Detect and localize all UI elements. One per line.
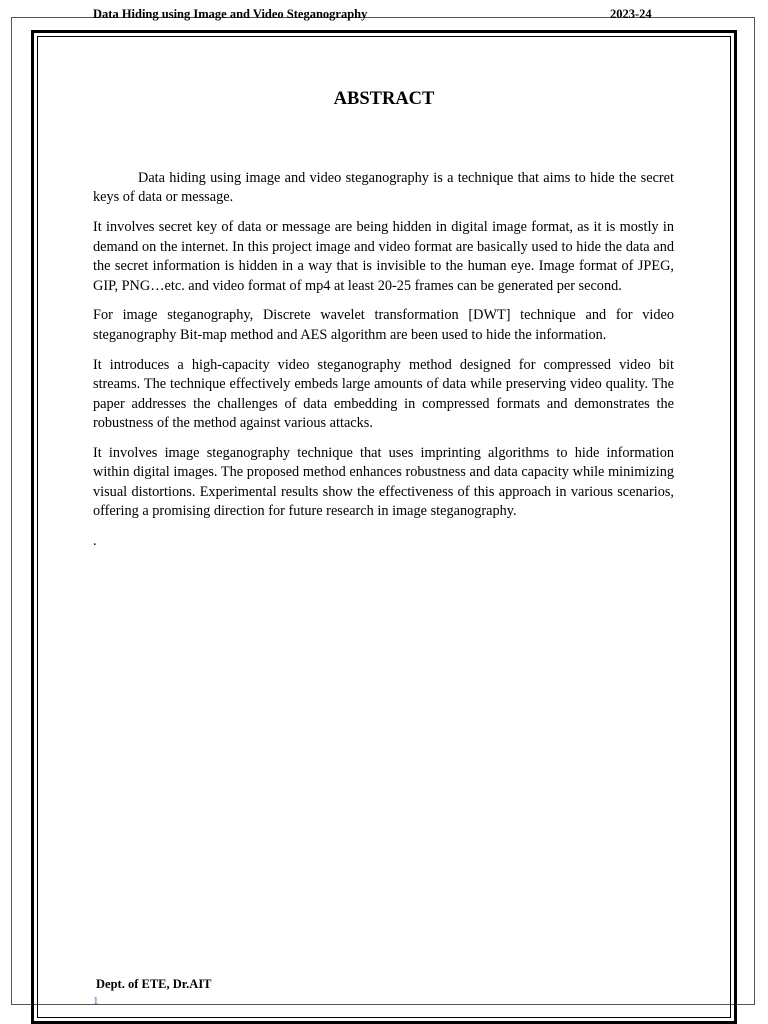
abstract-paragraph-3: For image steganography, Discrete wavelet transformation [DWT] technique and for video steganography Bit-map method and AES algorithm are been used to hide the information. <box>93 307 674 343</box>
running-header-year: 2023-24 <box>610 7 652 21</box>
abstract-body <box>93 169 674 551</box>
abstract-paragraph-1: Data hiding using image and video steganography is a technique that aims to hide the secret keys of data or message. <box>93 170 674 206</box>
abstract-paragraph-2: It involves secret key of data or message are being hidden in digital image format, as it is mostly in demand on the internet. In this project image and video format are basically used to hide the data and the secret information is hidden in a way that is invisible to the human eye. Image format of JPEG, GIP, PNG…etc. and video format of mp4 at least 20-25 frames can be generated per second. <box>93 219 674 294</box>
page-number: 1 <box>93 995 99 1007</box>
footer-department: Dept. of ETE, Dr.AIT <box>96 977 212 991</box>
abstract-paragraph-5: It involves image steganography technique that uses imprinting algorithms to hide information within digital images. The proposed method enhances robustness and data capacity while minimizing visual distortions. Experimental results show the effectiveness of this approach in various scenarios, offering a promising direction for future research in image steganography. <box>93 444 674 520</box>
page-title: ABSTRACT <box>333 89 435 109</box>
trailing-period: . <box>93 533 97 549</box>
running-header-title: Data Hiding using Image and Video Steganography <box>93 7 368 21</box>
abstract-paragraph-4: It introduces a high-capacity video steganography method designed for compressed video bit streams. The technique effectively embeds large amounts of data while preserving video quality. The paper addresses the challenges of data embedding in compressed formats and demonstrates the robustness of the method against various attacks. <box>93 356 674 431</box>
